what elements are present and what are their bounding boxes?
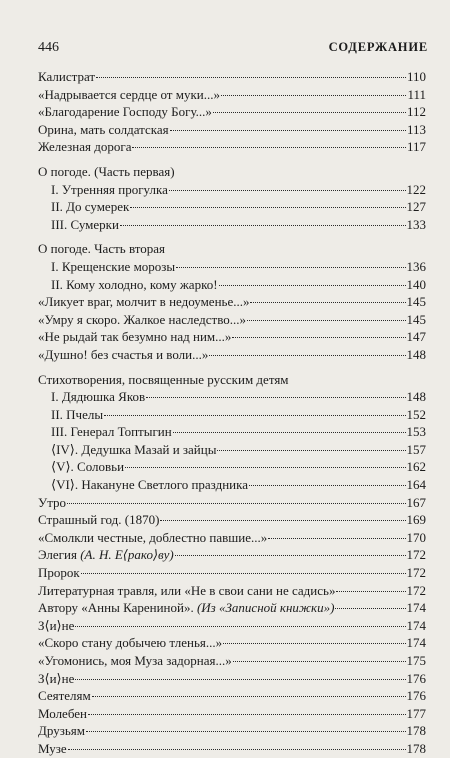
entry-title [38,311,246,329]
entry-page-number: 174 [406,635,426,651]
entry-page-number: 157 [406,441,426,457]
entry-page-number: 162 [406,459,426,475]
entry-title [38,599,334,617]
dot-leader [247,320,406,321]
entry-title [38,652,232,670]
toc-entry [38,458,426,476]
toc-entry [38,546,426,564]
entry-page-number: 112 [406,104,426,120]
entry-title-text: «Благодарение Господу Богу...» [38,104,212,120]
entry-title [38,670,74,688]
entry-title-text: «Смолкли честные, доблестно павшие...» [38,529,268,545]
toc-entry [38,346,426,364]
toc-entry [38,617,426,635]
dot-leader [249,485,406,486]
entry-page-number: 117 [406,139,426,155]
entry-title-text: Железная дорога [38,139,132,155]
dot-leader [233,661,406,662]
dot-leader [209,355,405,356]
entry-title [51,441,216,459]
entry-title [38,705,87,723]
toc-entry [38,687,426,705]
entry-title-text: Страшный год. (1870) [38,512,160,528]
entry-title-text: Элегия [38,547,77,563]
entry-title [38,564,80,582]
dot-leader [86,731,406,732]
entry-page-number: 148 [406,389,426,405]
entry-title [38,722,85,740]
toc-entry [38,198,426,216]
section-title: О погоде. Часть вторая [38,241,166,257]
entry-title-text: Музе [38,740,67,756]
toc-group [38,68,426,156]
entry-title-italic: (А. Н. Е⟨рако⟩ву) [80,547,174,563]
entry-title [51,406,103,424]
dot-leader [132,147,405,148]
toc-entry [38,121,426,139]
toc-entry [38,293,426,311]
entry-title-text: «Не рыдай так безумно над ним...» [38,329,232,345]
dot-leader [223,643,405,644]
entry-page-number: 133 [406,216,426,232]
entry-title-text: З⟨и⟩не [38,670,75,686]
section-title: Стихотворения, посвященные русским детям [38,371,289,387]
entry-title-text: Утро [38,494,67,510]
entry-page-number: 164 [406,477,426,493]
dot-leader [176,267,405,268]
entry-page-number: 175 [406,653,426,668]
entry-title-text: II. Пчелы [51,406,104,422]
dot-leader [335,608,405,609]
entry-page-number: 122 [406,181,426,197]
toc-entry [38,276,426,294]
entry-title-text: Автору «Анны Карениной». [38,600,194,616]
entry-page-number: 167 [406,494,426,510]
entry-title-text: III. Генерал Топтыгин [51,424,172,440]
entry-title [38,546,174,564]
entry-page-number: 169 [406,512,426,528]
dot-leader [250,302,405,303]
entry-page-number: 177 [406,705,426,721]
entry-title [51,458,124,476]
dot-leader [213,112,406,113]
toc-entry [38,216,426,234]
entry-title-text: Калистрат [38,69,96,84]
entry-title-text: I. Крещенские морозы [51,258,176,274]
toc-entry [38,68,426,86]
entry-page-number: 178 [406,740,426,756]
entry-page-number: 178 [406,723,426,739]
running-title: СОДЕРЖАНИЕ [328,40,428,54]
entry-title [38,293,249,311]
toc-entry [38,86,426,104]
entry-page-number: 170 [406,529,426,545]
entry-page-number: 127 [406,199,426,215]
entry-title-text: II. До сумерек [51,199,130,215]
entry-page-number: 147 [406,329,426,345]
entry-title [38,740,67,758]
dot-leader [67,503,405,504]
toc-entry [38,529,426,547]
toc-entry [38,258,426,276]
dot-leader [173,432,406,433]
dot-leader [88,714,406,715]
entry-title [38,511,159,529]
entry-page-number: 113 [406,121,426,137]
entry-title [38,582,335,600]
entry-title-text: I. Утренняя прогулка [51,181,168,197]
toc-entry [38,582,426,600]
entry-title-text: «Душно! без счастья и воли...» [38,346,209,362]
dot-leader [96,77,406,78]
toc-entry [38,740,426,758]
entry-page-number: 172 [406,565,426,581]
entry-title-text: Пророк [38,565,80,581]
dot-leader [175,555,406,556]
entry-title-text: ⟨V⟩. Соловьи [51,459,125,475]
entry-page-number: 136 [406,258,426,274]
entry-title-text: III. Сумерки [51,216,119,232]
dot-leader [120,225,406,226]
entry-title [38,86,220,104]
entry-page-number: 111 [407,86,426,102]
entry-page-number: 145 [406,311,426,327]
dot-leader [219,285,406,286]
entry-title [51,388,145,406]
entry-title [38,328,231,346]
entry-page-number: 172 [406,582,426,598]
entry-page-number: 176 [406,670,426,686]
entry-title-text: «Ликует враг, молчит в недоуменье...» [38,294,250,310]
entry-title-text: «Умру я скоро. Жалкое наследство...» [38,311,246,327]
toc-entry [38,494,426,512]
page-header [38,40,428,56]
entry-page-number: 152 [406,406,426,422]
entry-title [51,423,172,441]
entry-page-number: 110 [406,69,426,84]
dot-leader [92,696,406,697]
entry-title [51,476,248,494]
entry-title [51,181,168,199]
dot-leader [146,397,405,398]
dot-leader [268,538,405,539]
toc-entry [38,511,426,529]
entry-title [38,634,222,652]
entry-title-text: «Надрывается сердце от муки...» [38,86,220,102]
entry-title [38,617,74,635]
entry-title [38,346,208,364]
entry-title [38,103,212,121]
toc-group [38,371,426,758]
entry-page-number: 174 [406,600,426,616]
toc-entry [38,311,426,329]
entry-title-text: Литературная травля, или «Не в свои сани не садись» [38,582,336,598]
entry-page-number: 176 [406,688,426,704]
toc-entry [38,181,426,199]
toc-entry [38,441,426,459]
toc-entry [38,138,426,156]
entry-page-number: 145 [406,294,426,310]
dot-leader [75,626,405,627]
toc-entry [38,564,426,582]
entry-title [38,529,267,547]
entry-title-italic: (Из «Записной книжки») [196,600,335,616]
entry-title [38,68,95,86]
dot-leader [221,95,406,96]
toc-entry [38,599,426,617]
toc-entry [38,722,426,740]
entry-title [38,121,169,139]
entry-title-text: Друзьям [38,723,85,739]
entry-title-text: Орина, мать солдатская [38,121,169,137]
toc-entry [38,634,426,652]
dot-leader [336,591,405,592]
toc-group [38,240,426,363]
toc-entry [38,652,426,670]
dot-leader [217,450,405,451]
toc-entry [38,388,426,406]
dot-leader [104,415,405,416]
entry-page-number: 140 [406,276,426,292]
entry-title [38,494,66,512]
entry-title-text: II. Кому холодно, кому жарко! [51,276,218,292]
entry-title-text: «Угомонись, моя Муза задорная...» [38,653,232,668]
entry-title [51,258,175,276]
entry-title-text: «Скоро стану добычею тленья...» [38,635,223,651]
toc-entry [38,406,426,424]
entry-title [51,198,129,216]
toc-entry [38,423,426,441]
toc-entry [38,103,426,121]
entry-page-number: 174 [406,617,426,633]
dot-leader [160,520,405,521]
entry-title-text: ⟨VI⟩. Накануне Светлого праздника [51,477,248,493]
table-of-contents [38,68,426,758]
entry-title [38,138,131,156]
entry-title-text: Сеятелям [38,688,91,704]
dot-leader [81,573,406,574]
entry-title [51,276,218,294]
entry-title-text: ⟨IV⟩. Дедушка Мазай и зайцы [51,441,217,457]
entry-title-text: З⟨и⟩не [38,617,75,633]
dot-leader [170,130,406,131]
entry-page-number: 148 [406,346,426,362]
entry-title-text: Молебен [38,705,87,721]
entry-page-number: 153 [406,424,426,440]
toc-entry [38,705,426,723]
section-title: О погоде. (Часть первая) [38,163,175,179]
dot-leader [169,190,406,191]
dot-leader [75,679,405,680]
entry-title-text: I. Дядюшка Яков [51,389,146,405]
dot-leader [232,337,405,338]
dot-leader [125,467,405,468]
dot-leader [68,749,406,750]
toc-entry [38,328,426,346]
toc-entry [38,476,426,494]
page-number: 446 [38,40,59,55]
toc-group [38,163,426,233]
entry-title [38,687,91,705]
dot-leader [130,207,405,208]
entry-page-number: 172 [406,547,426,563]
entry-title [51,216,119,234]
toc-entry [38,670,426,688]
